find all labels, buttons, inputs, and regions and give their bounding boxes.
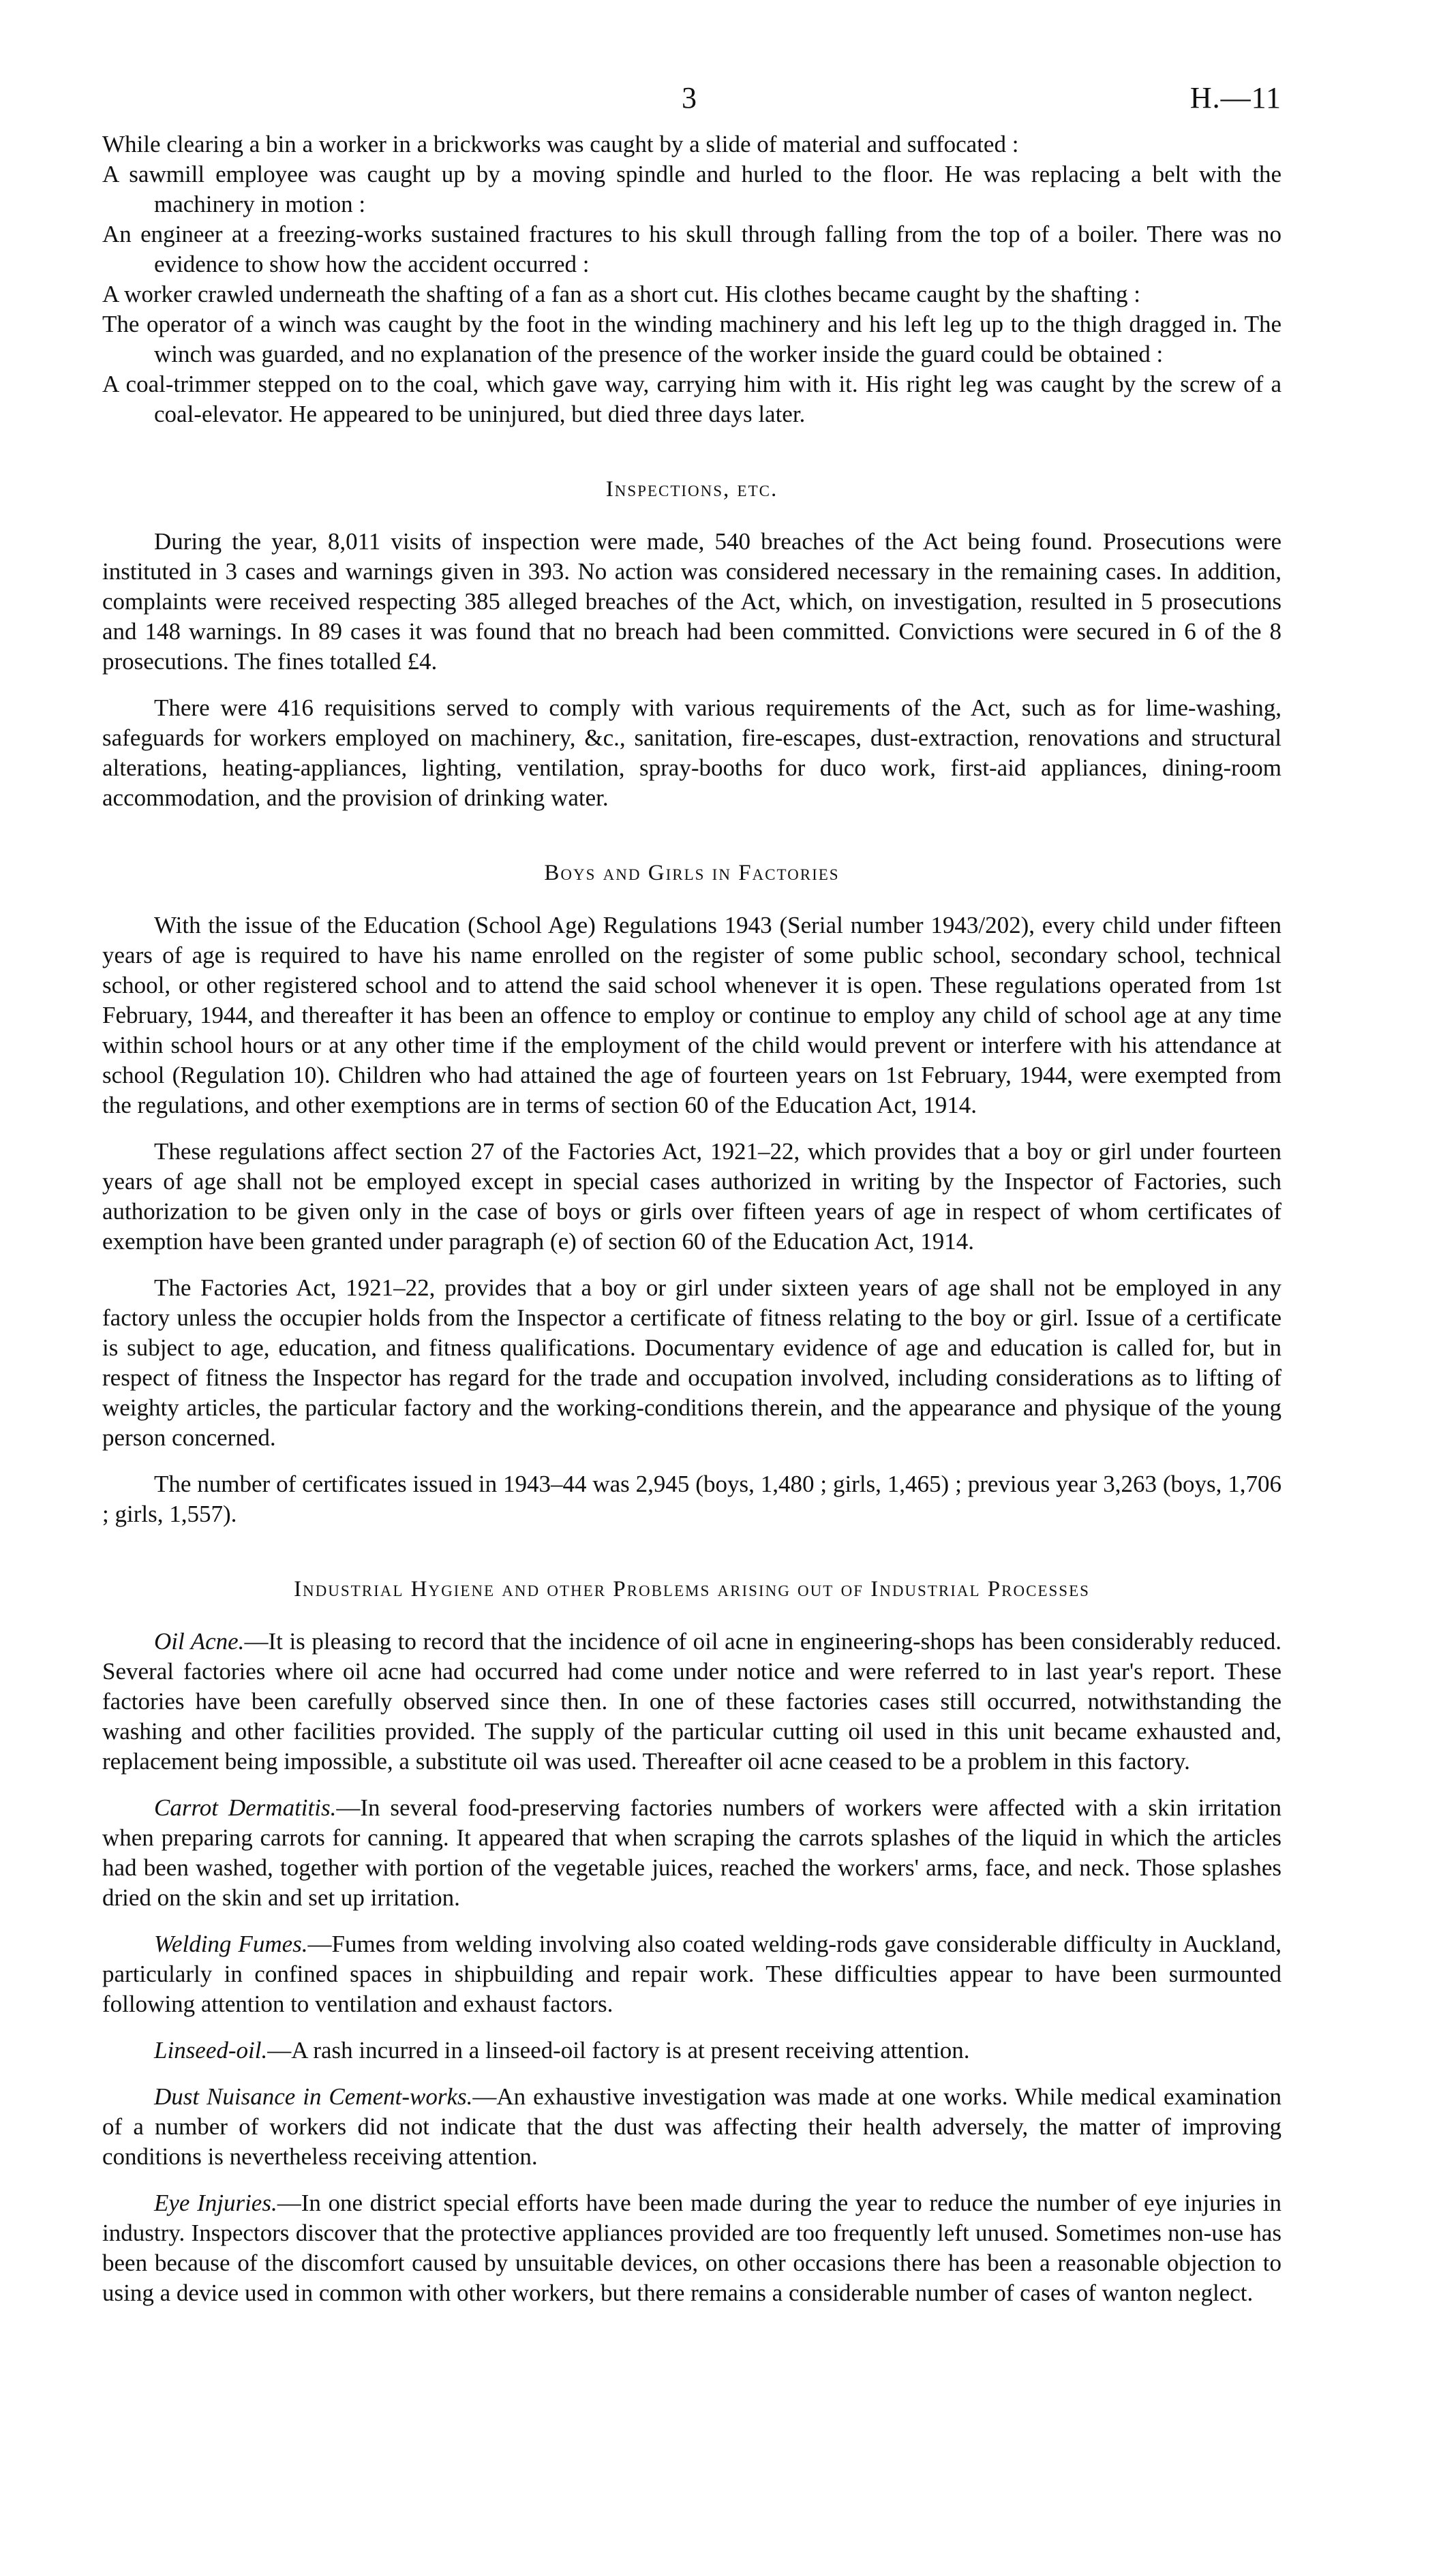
- paragraph: The number of certificates issued in 1943–44 was 2,945 (boys, 1,480 ; girls, 1,465) ; previous year 3,263 (boys, 1,706 ; girls, 1,557).: [102, 1471, 1281, 1527]
- page-header: [102, 0, 1281, 129]
- document-reference: H.—11: [1189, 81, 1281, 114]
- document-page: [102, 0, 1281, 2308]
- section-heading-inspections: Inspections, etc.: [605, 477, 778, 502]
- paragraph: With the issue of the Education (School Age) Regulations 1943 (Serial number 1943/202), every child under fifteen years of age is required to have his name enrolled on the register of some public school, secondary school, technical school, or other registered school and to attend the said school whenever it is open. These regulations operated from 1st February, 1944, and thereafter it has been an offence to employ or continue to employ any child of school age at any time within school hours or at any other time if the employment of the child would prevent or interfere with his attendance at school (Regulation 10). Children who had attained the age of fourteen years on 1st February, 1944, were exempted from the regulations, and other exemptions are in terms of section 60 of the Education Act, 1914.: [102, 912, 1281, 1118]
- page-number: 3: [682, 81, 697, 114]
- accident-item: The operator of a winch was caught by the foot in the winding machinery and his left leg up to the thigh dragged in. The winch was guarded, and no explanation of the presence of the worker inside the guard could be obtained :: [102, 311, 1281, 367]
- subheading-text: —In several food-preserving factories numbers of workers were affected with a skin irritation when preparing carrots for canning. It appeared that when scraping the carrots splashes of the liquid in which the articles had been washed, together with portion of the vegetable juices, reached the workers' arms, face, and neck. Those splashes dried on the skin and set up irritation.: [102, 1794, 1281, 1911]
- subheading-text: —Fumes from welding involving also coated welding-rods gave considerable difficulty in Auckland, particularly in confined spaces in shipbuilding and repair work. These difficulties appear to have been surmounted following attention to ventilation and exhaust factors.: [102, 1931, 1281, 2017]
- subheading: Eye Injuries.: [154, 2190, 277, 2216]
- paragraph: During the year, 8,011 visits of inspection were made, 540 breaches of the Act being found. Prosecutions were instituted in 3 cases and warnings given in 393. No action was considered necessary in the remaining cases. In addition, complaints were received respecting 385 alleged breaches of the Act, which, on investigation, resulted in 5 prosecutions and 148 warnings. In 89 cases it was found that no breach had been committed. Convictions were secured in 6 of the 8 prosecutions. The fines totalled £4.: [102, 528, 1281, 675]
- subheading-text: —It is pleasing to record that the incidence of oil acne in engineering-shops has been considerably reduced. Several factories where oil acne had occurred had come under notice and were referred to in last year's report. These factories have been carefully observed since then. In one of these factories cases still occurred, notwithstanding the washing and other facilities provided. The supply of the particular cutting oil used in this unit became exhausted and, replacement being impossible, a substitute oil was used. Thereafter oil acne ceased to be a problem in this factory.: [102, 1628, 1281, 1775]
- accident-item: A worker crawled underneath the shafting of a fan as a short cut. His clothes became caught by the shafting :: [102, 281, 1140, 307]
- section-heading-industrial-hygiene: Industrial Hygiene and other Problems arising out of Industrial Processes: [294, 1577, 1090, 1601]
- paragraph: There were 416 requisitions served to comply with various requirements of the Act, such as for lime-washing, safeguards for workers employed on machinery, &c., sanitation, fire-escapes, dust-extraction, renovations and structural alterations, heating-appliances, lighting, ventilation, spray-booths for duco work, first-aid appliances, dining-room accommodation, and the provision of drinking water.: [102, 694, 1281, 811]
- accident-item: While clearing a bin a worker in a brickworks was caught by a slide of material and suffocated :: [102, 131, 1019, 157]
- subheading: Linseed-oil.: [154, 2037, 268, 2064]
- accident-item: A sawmill employee was caught up by a moving spindle and hurled to the floor. He was replacing a belt with the machinery in motion :: [102, 161, 1281, 217]
- subheading: Dust Nuisance in Cement-works.: [154, 2083, 473, 2110]
- hygiene-item: [102, 2036, 1281, 2066]
- hygiene-item: [102, 1793, 1281, 1913]
- hygiene-item: [102, 1627, 1281, 1777]
- hygiene-item: [102, 1929, 1281, 2019]
- accident-list: [102, 129, 1281, 429]
- hygiene-item: [102, 2188, 1281, 2308]
- paragraph: These regulations affect section 27 of the Factories Act, 1921–22, which provides that a boy or girl under fourteen years of age shall not be employed except in special cases authorized in writing by the Inspector of Factories, such authorization to be given only in the case of boys or girls over fifteen years of age in respect of whom certificates of exemption have been granted under paragraph (e) of section 60 of the Education Act, 1914.: [102, 1138, 1281, 1255]
- hygiene-item: [102, 2082, 1281, 2172]
- paragraph: The Factories Act, 1921–22, provides that a boy or girl under sixteen years of age shall not be employed in any factory unless the occupier holds from the Inspector a certificate of fitness relating to the boy or girl. Issue of a certificate is subject to age, education, and fitness qualifications. Documentary evidence of age and education is called for, but in respect of fitness the Inspector has regard for the trade and occupation involved, including considerations as to lifting of weighty articles, the particular factory and the working-conditions therein, and the appearance and physique of the young person concerned.: [102, 1274, 1281, 1451]
- subheading: Welding Fumes.: [154, 1931, 308, 1957]
- subheading: Carrot Dermatitis.: [154, 1794, 337, 1821]
- subheading-text: —In one district special efforts have been made during the year to reduce the number of eye injuries in industry. Inspectors discover that the protective appliances provided are too frequently left unused. Sometimes non-use has been because of the discomfort caused by unsuitable devices, on other occasions there has been a reasonable objection to using a device used in common with other workers, but there remains a considerable number of cases of wanton neglect.: [102, 2190, 1282, 2306]
- accident-item: A coal-trimmer stepped on to the coal, which gave way, carrying him with it. His right leg was caught by the screw of a coal-elevator. He appeared to be uninjured, but died three days later.: [102, 371, 1281, 427]
- section-heading-boys-girls: Boys and Girls in Factories: [544, 861, 840, 885]
- accident-item: An engineer at a freezing-works sustained fractures to his skull through falling from the top of a boiler. There was no evidence to show how the accident occurred :: [102, 221, 1281, 277]
- subheading: Oil Acne.: [154, 1628, 245, 1655]
- subheading-text: —An exhaustive investigation was made at one works. While medical examination of a number of workers did not indicate that the dust was affecting their health adversely, the matter of improving conditions is nevertheless receiving attention.: [102, 2083, 1282, 2170]
- subheading-text: —A rash incurred in a linseed-oil factory is at present receiving attention.: [267, 2037, 970, 2064]
